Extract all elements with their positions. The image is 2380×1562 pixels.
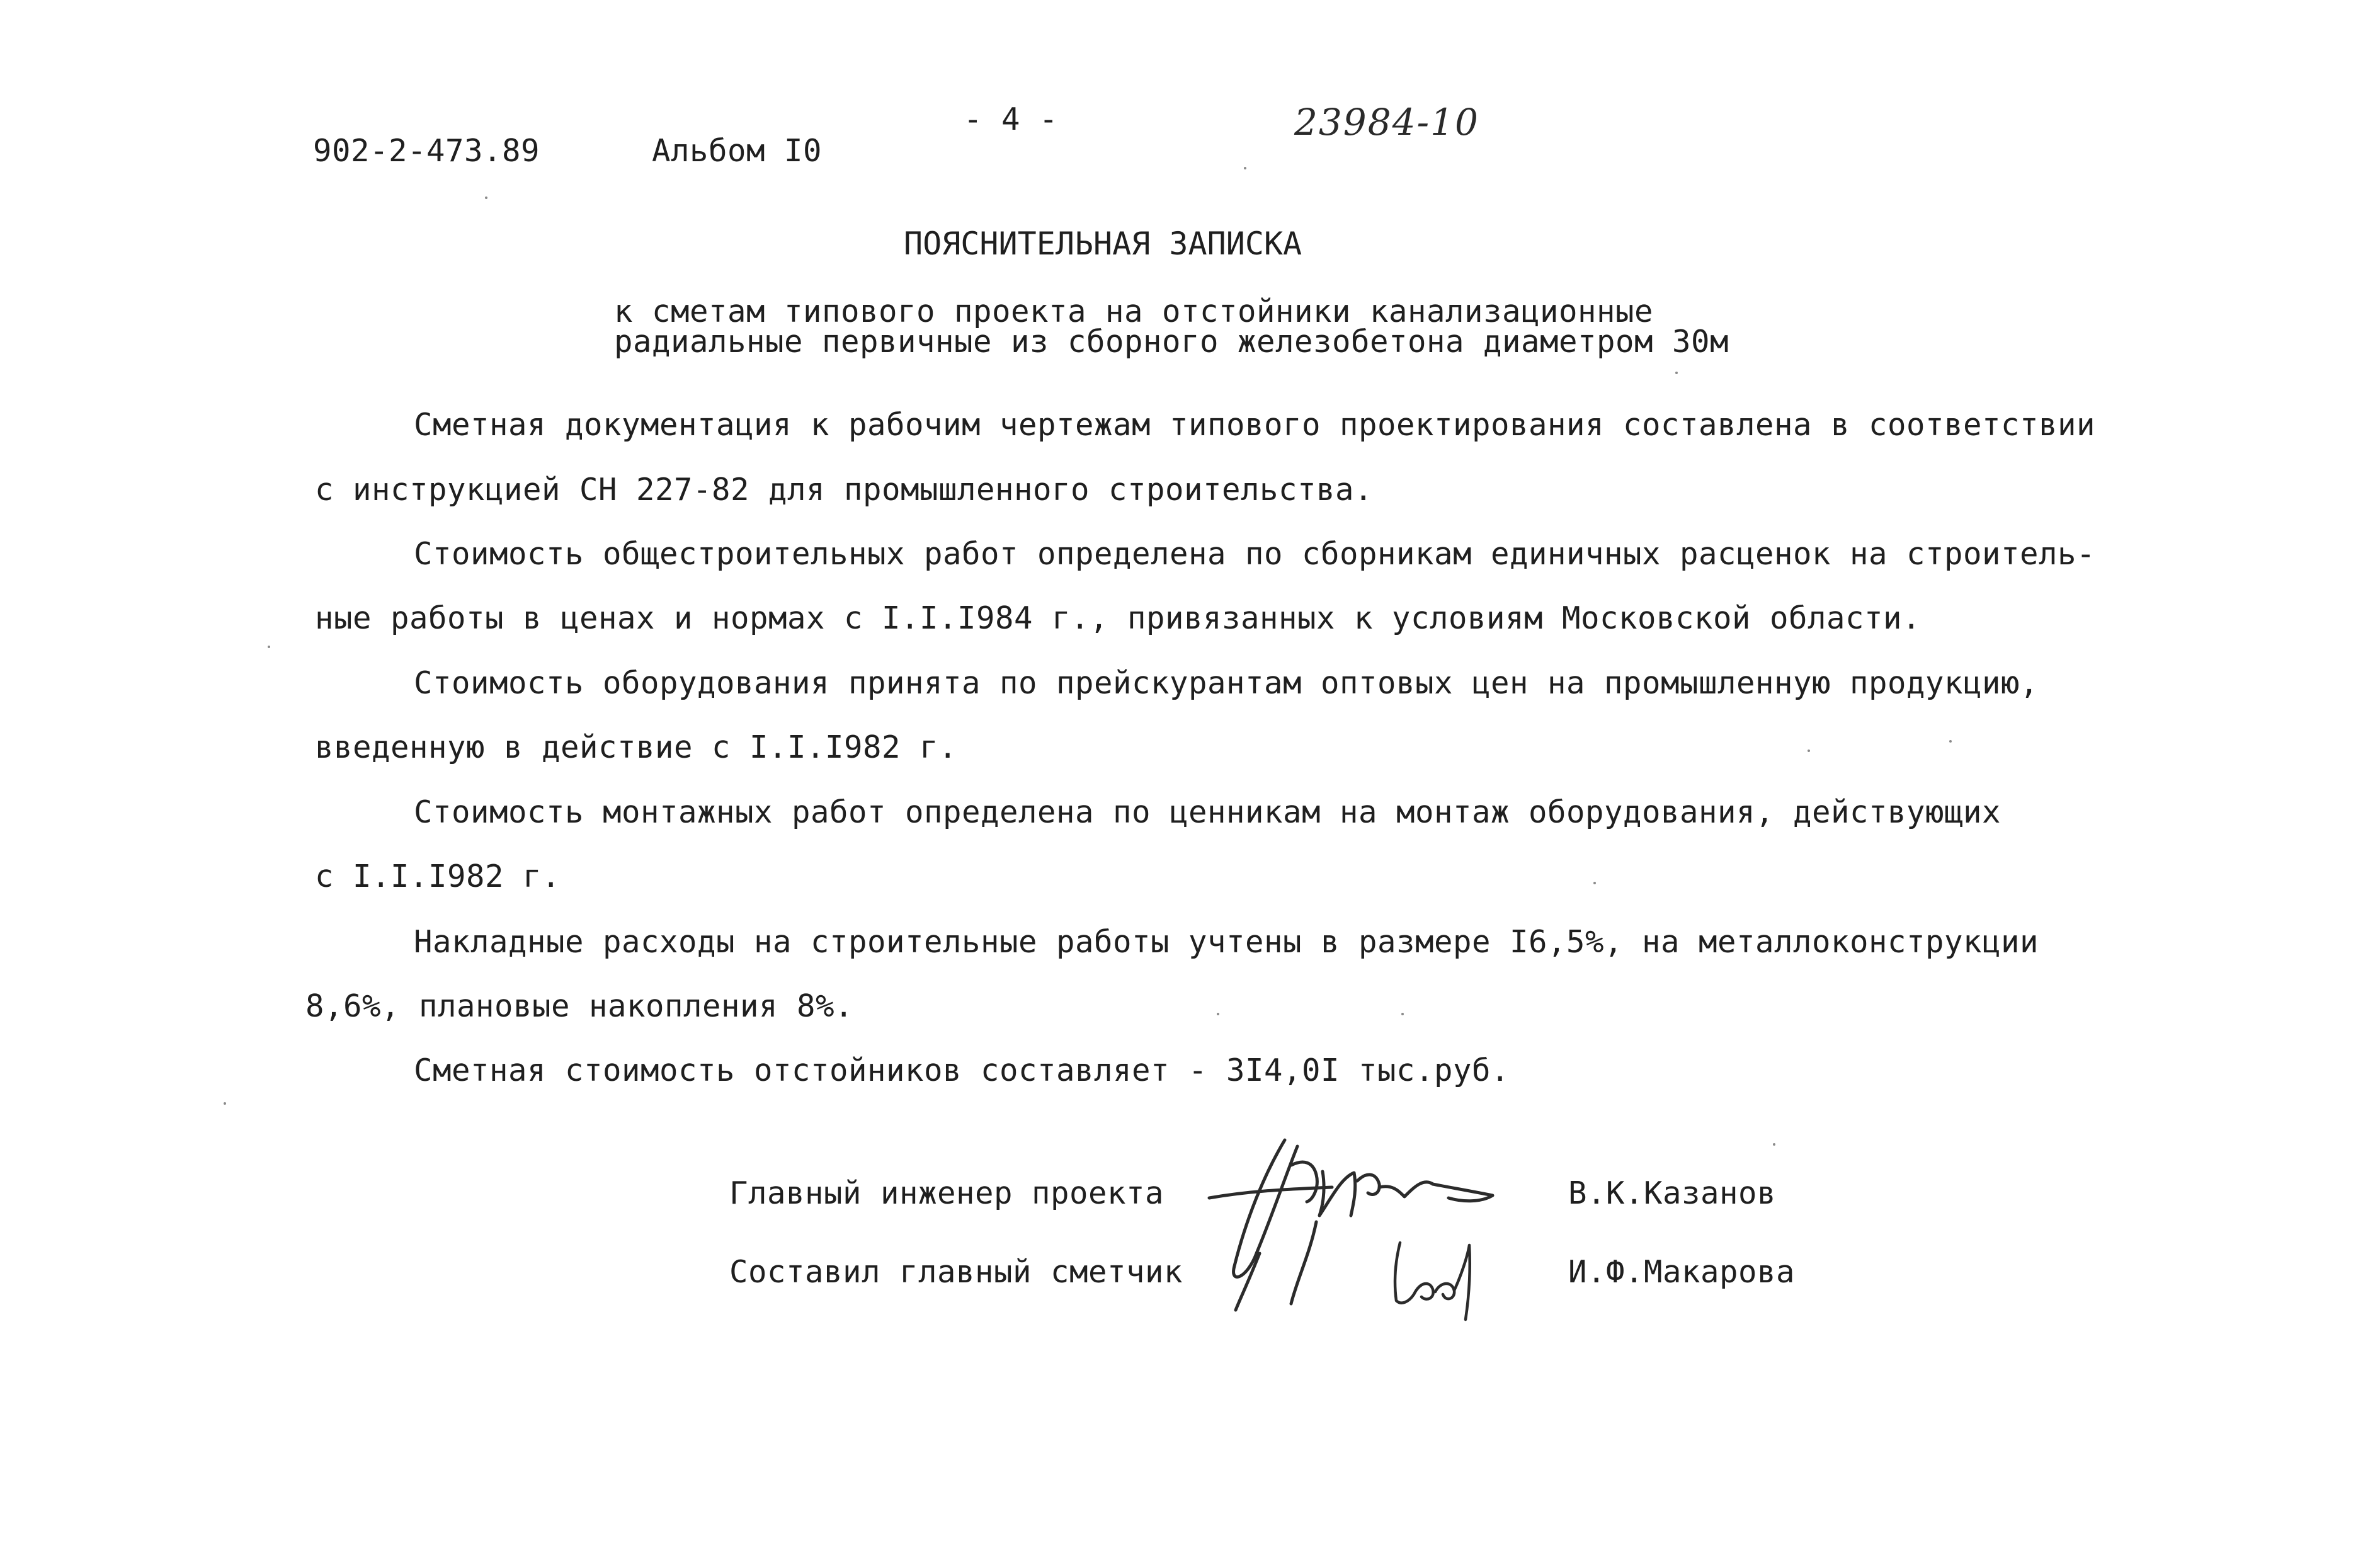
scan-speck xyxy=(1949,740,1952,743)
paragraph-6: Сметная стоимость отстойников составляет - 3I4,0I тыс.руб. xyxy=(414,1052,1510,1088)
document-code: 902-2-473.89 xyxy=(313,133,540,169)
paragraph-5-line-2: 8,6%, плановые накопления 8%. xyxy=(305,988,854,1024)
document-title: ПОЯСНИТЕЛЬНАЯ ЗАПИСКА xyxy=(904,225,1302,262)
paragraph-4-line-2: с I.I.I982 г. xyxy=(315,858,561,894)
scan-speck xyxy=(1244,167,1246,169)
paragraph-2-line-2: ные работы в ценах и нормах с I.I.I984 г., привязанных к условиям Московской области. xyxy=(315,600,1922,636)
scan-speck xyxy=(1401,1013,1404,1015)
signature-role-chief-estimator: Составил главный сметчик xyxy=(729,1254,1183,1290)
scan-speck xyxy=(1593,882,1596,884)
page-number: - 4 - xyxy=(964,101,1059,137)
paragraph-3-line-1: Стоимость оборудования принята по прейскурантам оптовых цен на промышленную продукцию, xyxy=(414,665,2039,701)
scan-speck xyxy=(485,197,487,199)
signature-role-chief-engineer: Главный инженер проекта xyxy=(729,1175,1164,1211)
scan-speck xyxy=(1217,1013,1219,1015)
handwritten-signature-makarova xyxy=(1382,1231,1483,1326)
album-label: Альбом I0 xyxy=(652,133,823,169)
scan-speck xyxy=(224,1102,226,1105)
signature-name-makarova: И.Ф.Макарова xyxy=(1568,1254,1796,1290)
paragraph-1-line-2: с инструкцией СН 227-82 для промышленного строительства. xyxy=(315,472,1374,508)
scan-speck xyxy=(268,646,270,648)
scan-speck xyxy=(1773,1143,1775,1146)
paragraph-4-line-1: Стоимость монтажных работ определена по ценникам на монтаж оборудования, действующих xyxy=(414,794,2001,830)
paragraph-1-line-1: Сметная документация к рабочим чертежам типового проектирования составлена в соответствии xyxy=(414,407,2096,443)
paragraph-2-line-1: Стоимость общестроительных работ определена по сборникам единичных расценок на строитель- xyxy=(414,536,2096,572)
scan-speck xyxy=(1808,750,1810,752)
paragraph-5-line-1: Накладные расходы на строительные работы учтены в размере I6,5%, на металлоконструкции xyxy=(414,924,2039,960)
subtitle-line-2: радиальные первичные из сборного железобетона диаметром 30м xyxy=(614,324,1729,360)
scan-speck xyxy=(1675,372,1678,374)
signature-name-kazanov: В.К.Казанов xyxy=(1568,1175,1777,1211)
subtitle-line-1: к сметам типового проекта на отстойники канализационные xyxy=(614,294,1654,329)
paragraph-3-line-2: введенную в действие с I.I.I982 г. xyxy=(315,729,958,765)
handwritten-archive-number: 23984-10 xyxy=(1294,101,1479,144)
